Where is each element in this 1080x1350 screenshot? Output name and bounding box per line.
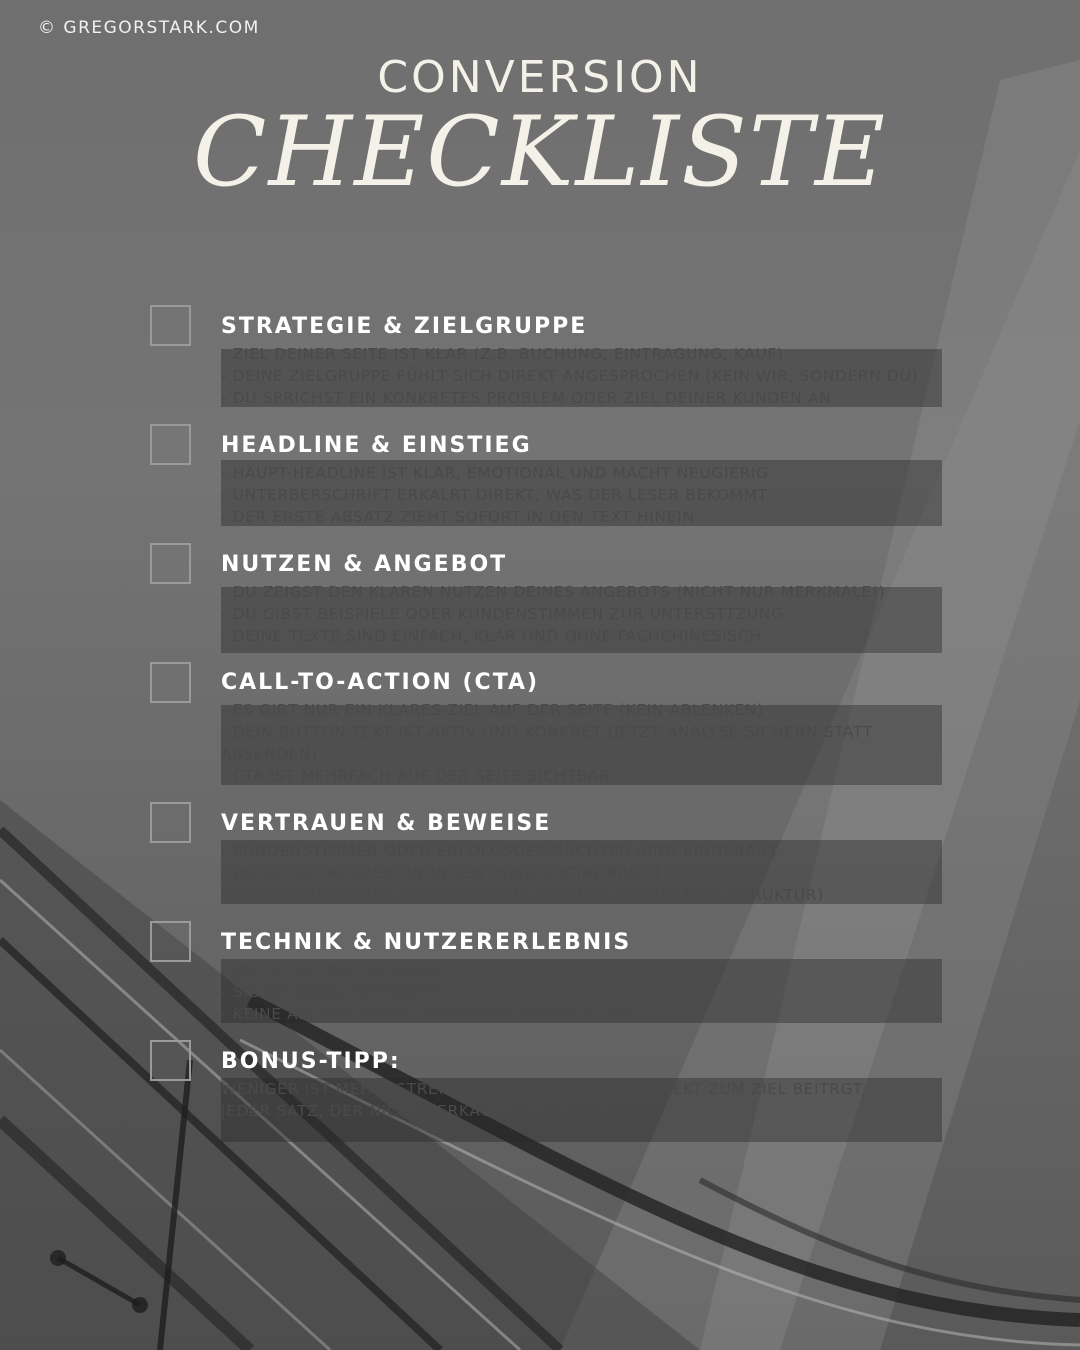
section-text-strategie: [221, 343, 942, 409]
checklist-line: - ZIEL DEINER SEITE IST KLAR (Z.B. BUCHUNG, EINTRAGUNG, KAUF): [221, 345, 784, 363]
checklist-line: - CTA IST MEHRFACH AUF DER SEITE SICHTBAR: [221, 767, 611, 785]
section-title-technik: TECHNIK & NUTZERERLEBNIS: [221, 930, 632, 955]
copyright-notice: © GREGORSTARK.COM: [38, 18, 260, 38]
checkbox-vertrauen[interactable]: [150, 802, 191, 843]
section-title-cta: CALL-TO-ACTION (CTA): [221, 670, 540, 695]
checklist-line: - DU ZEIGST AUSZEICHNUNGEN ODER SOCIAL PROOF: [221, 864, 665, 882]
title-checkliste: CHECKLISTE: [193, 96, 887, 208]
section-text-vertrauen: [221, 840, 942, 906]
checkbox-nutzen[interactable]: [150, 543, 191, 584]
section-text-cta: [221, 699, 942, 787]
title-conversion: CONVERSION: [377, 52, 703, 103]
checkbox-headline[interactable]: [150, 424, 191, 465]
checkbox-bonus[interactable]: [150, 1040, 191, 1081]
checklist-line: - DEINE SEITE WIRKT PROFESSIONELL (DESIGN, LESBARKEIT, STRUKTUR): [221, 886, 824, 904]
section-title-nutzen: NUTZEN & ANGEBOT: [221, 552, 508, 577]
checklist-line: - DEIN BUTTON-TEXT IST AKTIV UND KONKRET (JETZT ANALYSE SICHERN STATT ABSENDEN): [221, 723, 873, 763]
section-text-technik: [221, 959, 942, 1025]
checklist-line: JEDER SATZ, DER NICHT VERKAUFT, IST ZU VIEL.: [221, 1102, 625, 1120]
section-text-bonus: [221, 1078, 942, 1122]
checkbox-technik[interactable]: [150, 921, 191, 962]
checklist-line: - DER ERSTE ABSATZ ZIEHT SOFORT IN DEN TEXT HINEIN: [221, 508, 695, 526]
section-title-vertrauen: VERTRAUEN & BEWEISE: [221, 811, 552, 836]
section-title-strategie: STRATEGIE & ZIELGRUPPE: [221, 314, 588, 339]
checklist-line: - KUNDENSTIMMEN ODER ERFOLGSGESCHICHTEN SIND EINGEBAUT: [221, 842, 779, 860]
checkbox-cta[interactable]: [150, 662, 191, 703]
checklist-line: - DEINE ZIELGRUPPE FÜHLT SICH DIREKT ANGESPROCHEN (KEIN WIR, SONDERN DU): [221, 367, 919, 385]
section-text-nutzen: [221, 581, 942, 647]
checklist-line: - KEINE ABLENKUNGEN: FOKUS AUF INHALT & ZIEL: [221, 1005, 639, 1023]
checklist-line: - DU SPRICHST EIN KONKRETES PROBLEM ODER ZIEL DEINER KUNDEN AN: [221, 389, 832, 407]
checklist-line: - DU GIBST BEISPIELE ODER KUNDENSTIMMEN ZUR UNTERSTTZUNG: [221, 605, 784, 623]
section-title-headline: HEADLINE & EINSTIEG: [221, 433, 532, 458]
checklist-line: - SIE IST MOBIL OPTIMIERT: [221, 983, 442, 1001]
section-title-bonus: BONUS-TIPP:: [221, 1049, 401, 1074]
checklist-line: - DEINE TEXTE SIND EINFACH, KLAR UND OHNE FACHCHINESISCH: [221, 627, 762, 645]
checklist-line: - DU ZEIGST DEN KLAREN NUTZEN DEINES ANGEBOTS (NICHT NUR MERKMALE!): [221, 583, 886, 601]
checklist-line: - UNTERBERSCHRIFT ERKALRT DIREKT, WAS DER LESER BEKOMMT: [221, 486, 768, 504]
checklist-line: - HAUPT-HEADLINE IST KLAR, EMOTIONAL UND MACHT NEUGIERIG: [221, 464, 769, 482]
section-text-headline: [221, 462, 942, 528]
checklist-line: WENIGER IST MEHR! STREICHE ALLES, WAS NICHT DIREKT ZUM ZIEL BEITRGT: [221, 1080, 863, 1098]
checkbox-strategie[interactable]: [150, 305, 191, 346]
checklist-line: - ES GIBT NUR EIN KLARES ZIEL AUF DER SEITE (KEIN ABLENKEN): [221, 701, 764, 719]
checklist-line: - DIE SEITE LADT SCHNELL: [221, 961, 443, 979]
